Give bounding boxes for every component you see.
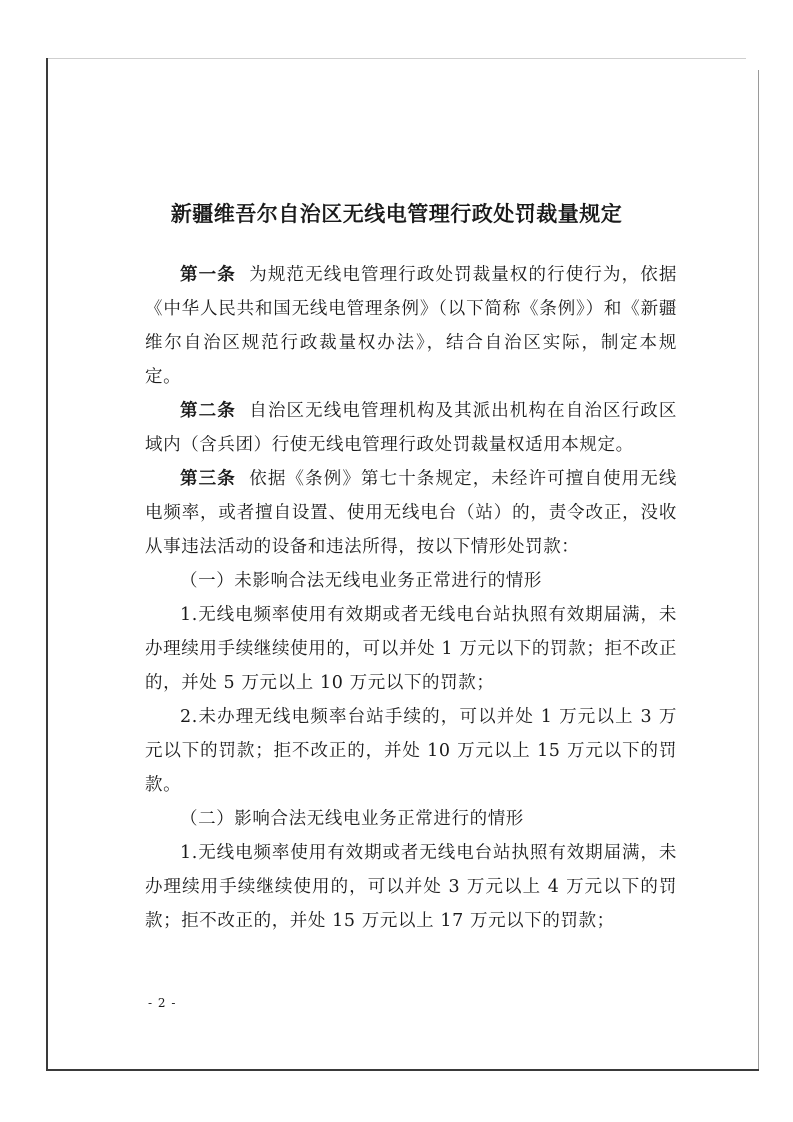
case-one-heading: （一）未影响合法无线电业务正常进行的情形	[180, 571, 542, 591]
article-3	[145, 462, 677, 564]
article-1-text: 为规范无线电管理行政处罚裁量权的行使行为，依据《中华人民共和国无线电管理条例》（以下简称《条例》）和《新疆维尔自治区规范行政裁量权办法》，结合自治区实际，制定本规定。	[145, 265, 677, 387]
article-2-number: 第二条	[180, 401, 236, 421]
scan-bottom-edge	[46, 1069, 759, 1071]
case-two-heading: （二）影响合法无线电业务正常进行的情形	[180, 809, 524, 829]
article-1	[145, 258, 677, 394]
case-one-item-2: 2.未办理无线电频率台站手续的，可以并处 1 万元以上 3 万元以下的罚款；拒不改正的，并处 10 万元以上 15 万元以下的罚款。	[145, 707, 677, 795]
article-1-number: 第一条	[180, 265, 236, 285]
article-3-number: 第三条	[180, 469, 236, 489]
article-2	[145, 394, 677, 462]
article-2-text: 自治区无线电管理机构及其派出机构在自治区行政区域内（含兵团）行使无线电管理行政处罚裁量权适用本规定。	[145, 401, 677, 455]
document-body	[145, 258, 677, 938]
scan-top-edge	[46, 58, 746, 59]
case-one-item-1: 1.无线电频率使用有效期或者无线电台站执照有效期届满，未办理续用手续继续使用的，可以并处 1 万元以下的罚款；拒不改正的，并处 5 万元以上 10 万元以下的罚款；	[145, 605, 677, 693]
case-two-item-1: 1.无线电频率使用有效期或者无线电台站执照有效期届满，未办理续用手续继续使用的，可以并处 3 万元以上 4 万元以下的罚款；拒不改正的，并处 15 万元以上 17 万元以下的罚款；	[145, 843, 677, 931]
page-number: - 2 -	[148, 996, 177, 1010]
document-title: 新疆维吾尔自治区无线电管理行政处罚裁量规定	[170, 201, 623, 226]
article-3-text: 依据《条例》第七十条规定，未经许可擅自使用无线电频率，或者擅自设置、使用无线电台（站）的，责令改正，没收从事违法活动的设备和违法所得，按以下情形处罚款：	[145, 469, 677, 557]
